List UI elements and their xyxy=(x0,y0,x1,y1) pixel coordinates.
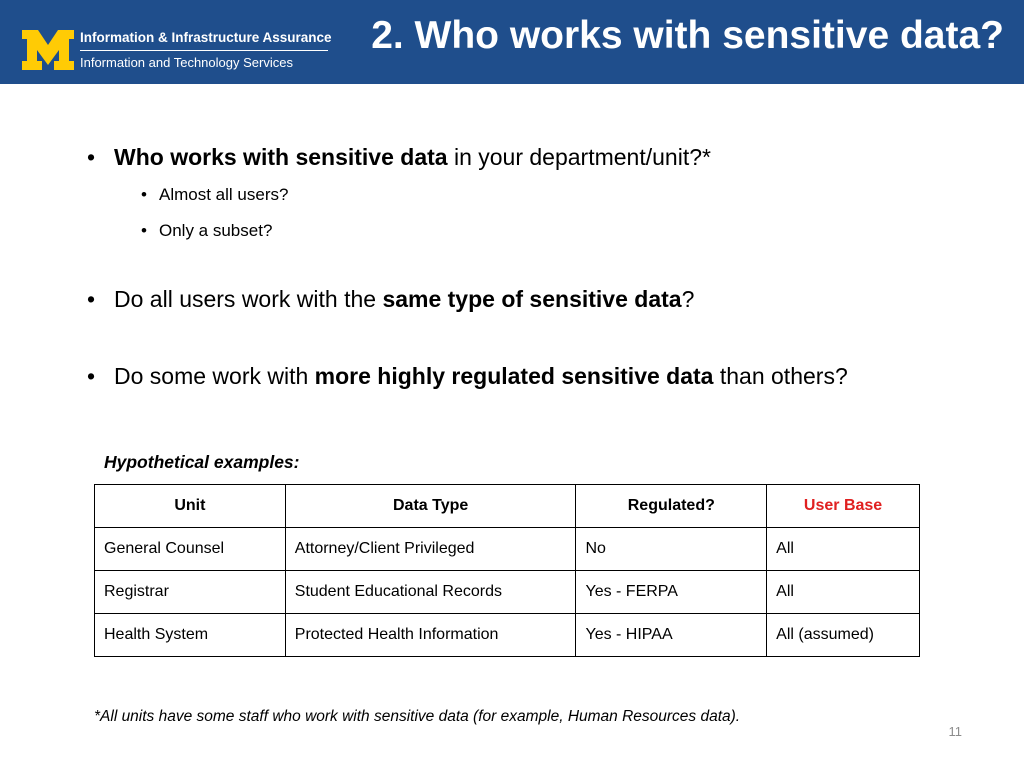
bullet-dot: • xyxy=(87,144,96,170)
header-bar xyxy=(0,0,1024,84)
table-cell: Health System xyxy=(95,614,286,657)
table-row xyxy=(95,614,920,657)
table-cell: Registrar xyxy=(95,571,286,614)
table-header-row xyxy=(95,485,920,528)
sub-bullet-dot: • xyxy=(141,185,147,204)
table-cell: Protected Health Information xyxy=(285,614,576,657)
column-header-regulated: Regulated? xyxy=(576,485,767,528)
table-cell: No xyxy=(576,528,767,571)
column-header-unit: Unit xyxy=(95,485,286,528)
examples-heading: Hypothetical examples: xyxy=(104,452,300,472)
bullet-dot: • xyxy=(87,363,96,389)
bullet-text: than others? xyxy=(713,363,848,389)
table-cell: Attorney/Client Privileged xyxy=(285,528,576,571)
sub-bullet-text: Only a subset? xyxy=(159,221,273,240)
university-m-logo-icon xyxy=(22,30,74,70)
column-header-data-type: Data Type xyxy=(285,485,576,528)
table-cell: Student Educational Records xyxy=(285,571,576,614)
slide-title: 2. Who works with sensitive data? xyxy=(371,14,1004,57)
sub-bullet-text: Almost all users? xyxy=(159,185,289,204)
sub-bullet-dot: • xyxy=(141,221,147,240)
table-row xyxy=(95,571,920,614)
org-name-line1: Information & Infrastructure Assurance xyxy=(80,30,332,45)
table-cell: All (assumed) xyxy=(767,614,920,657)
org-name-line2: Information and Technology Services xyxy=(80,55,293,70)
examples-table xyxy=(94,484,920,657)
org-divider xyxy=(80,50,328,51)
table-cell: Yes - FERPA xyxy=(576,571,767,614)
bullet-text: Do some work with xyxy=(114,363,315,389)
bullet-bold-text: Who works with sensitive data xyxy=(114,144,448,170)
table-cell: All xyxy=(767,528,920,571)
bullet-dot: • xyxy=(87,286,96,312)
bullet-text: in your department/unit?* xyxy=(447,144,711,170)
bullet-bold-text: same type of sensitive data xyxy=(382,286,682,312)
column-header-user-base: User Base xyxy=(767,485,920,528)
table-cell: All xyxy=(767,571,920,614)
table-cell: Yes - HIPAA xyxy=(576,614,767,657)
page-number: 11 xyxy=(948,724,962,739)
bullet-bold-text: more highly regulated sensitive data xyxy=(314,363,714,389)
bullet-text: ? xyxy=(681,286,695,312)
table-cell: General Counsel xyxy=(95,528,286,571)
footnote: *All units have some staff who work with sensitive data (for example, Human Resources data). xyxy=(94,708,741,725)
table-row xyxy=(95,528,920,571)
bullet-text: Do all users work with the xyxy=(114,286,383,312)
